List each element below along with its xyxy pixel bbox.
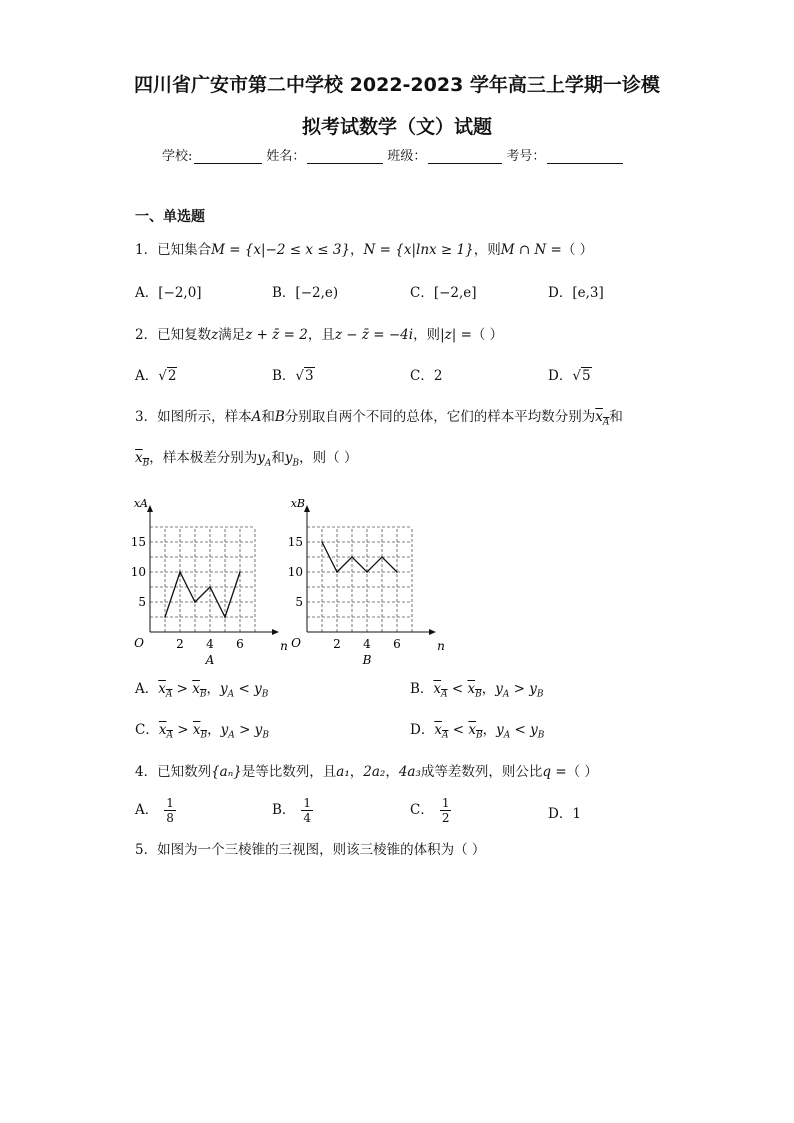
range-b bbox=[254, 722, 269, 741]
relation: > bbox=[177, 722, 189, 738]
option-label: D． bbox=[410, 722, 435, 738]
y-tick-label: 10 bbox=[287, 565, 303, 579]
option-label: D． bbox=[548, 285, 573, 301]
exam-no-blank[interactable] bbox=[547, 149, 623, 164]
var-y: y bbox=[530, 722, 538, 738]
var-y: y bbox=[254, 681, 262, 697]
data-point bbox=[164, 616, 166, 618]
y-tick-label: 5 bbox=[138, 595, 146, 609]
sub-a: A bbox=[264, 458, 272, 469]
relation: < bbox=[238, 681, 250, 697]
q1-stem-mid: ，则 bbox=[473, 242, 501, 258]
x-axis-label: n bbox=[280, 639, 288, 653]
mean-a bbox=[158, 722, 173, 741]
q3-mean-a bbox=[595, 409, 610, 428]
class-blank[interactable] bbox=[428, 149, 502, 164]
option-value: 2 bbox=[433, 368, 443, 384]
option-label: A． bbox=[135, 368, 159, 384]
x-tick-label: 2 bbox=[333, 637, 341, 651]
q2-option-b[interactable] bbox=[272, 364, 315, 384]
numerator: 1 bbox=[441, 796, 450, 810]
x-tick-label: 6 bbox=[393, 637, 401, 651]
sub-a: A bbox=[602, 417, 610, 428]
q2-stem-mid1: 满足 bbox=[218, 327, 246, 343]
option-value: [−2,e) bbox=[295, 285, 339, 301]
sqrt-expr: √3 bbox=[295, 368, 314, 384]
var-y: y bbox=[495, 681, 503, 697]
range-b bbox=[530, 722, 545, 741]
var-y: y bbox=[220, 722, 229, 738]
var-x: x bbox=[468, 722, 476, 738]
sub-b: B bbox=[200, 730, 208, 741]
option-value: 5 bbox=[581, 368, 591, 384]
sub-a: A bbox=[166, 730, 173, 741]
q4-option-d[interactable] bbox=[548, 802, 581, 822]
q4-option-b[interactable] bbox=[272, 796, 313, 825]
q1-stem-pre: 1．已知集合 bbox=[135, 242, 212, 258]
relation: > bbox=[513, 681, 525, 697]
data-point bbox=[224, 616, 226, 618]
q3-range-b bbox=[284, 450, 300, 469]
q4-comma2: ， bbox=[385, 764, 399, 780]
var-y: y bbox=[496, 722, 504, 738]
y-tick-label: 15 bbox=[287, 535, 303, 549]
q3-stem-mid: 分别取自两个不同的总体，它们的样本平均数分别为 bbox=[284, 409, 596, 425]
var-x: x bbox=[135, 450, 143, 466]
q1-option-b[interactable] bbox=[272, 281, 338, 301]
q2-eq1: z + z̄ = 2 bbox=[245, 327, 308, 343]
sqrt-expr: √5 bbox=[572, 368, 591, 384]
sub-b: B bbox=[292, 458, 300, 469]
chart-b bbox=[282, 480, 445, 667]
var-x: x bbox=[595, 409, 603, 425]
student-info-line bbox=[162, 145, 627, 164]
q2-stem-mid3: ，则 bbox=[413, 327, 441, 343]
var-y: y bbox=[257, 450, 265, 466]
q3-sample-b: B bbox=[274, 409, 285, 425]
q1-option-c[interactable] bbox=[410, 281, 477, 301]
y-tick-label: 5 bbox=[295, 595, 303, 609]
data-point bbox=[209, 586, 211, 588]
origin-label: O bbox=[291, 636, 301, 650]
q3-option-a[interactable]: A．$x_A > x_B$，$y_A < y_B$ bbox=[135, 681, 269, 700]
option-value: [−2,e] bbox=[433, 285, 477, 301]
option-value: 2 bbox=[167, 368, 177, 384]
q1-set-n: N = {x|lnx ≥ 1} bbox=[363, 242, 474, 258]
denominator: 8 bbox=[166, 811, 174, 825]
q4-term1: a₁ bbox=[336, 764, 350, 780]
option-label: B． bbox=[410, 681, 434, 697]
x-tick-label: 4 bbox=[206, 637, 214, 651]
chart-title: A bbox=[205, 653, 215, 667]
option-label: B． bbox=[272, 368, 296, 384]
var-x: x bbox=[192, 722, 201, 738]
question-2 bbox=[135, 323, 503, 343]
q4-ratio: q = bbox=[542, 764, 567, 780]
relation: < bbox=[451, 681, 464, 697]
q1-paren: （ ） bbox=[561, 242, 594, 258]
option-label: D． bbox=[548, 806, 573, 822]
q4-term3: 4a₃ bbox=[398, 764, 421, 780]
q2-stem-pre: 2．已知复数 bbox=[135, 327, 212, 343]
y-tick-label: 15 bbox=[130, 535, 146, 549]
school-blank[interactable] bbox=[194, 149, 262, 164]
denominator: 2 bbox=[441, 811, 450, 825]
mean-a bbox=[434, 722, 449, 741]
option-label: C． bbox=[410, 368, 434, 384]
name-blank[interactable] bbox=[307, 149, 383, 164]
range-a bbox=[220, 681, 235, 700]
q4-comma1: ， bbox=[349, 764, 364, 780]
data-point bbox=[381, 556, 383, 558]
question-3-line1 bbox=[135, 405, 623, 428]
sub-b: B bbox=[475, 730, 483, 741]
range-b bbox=[529, 681, 544, 700]
option-label: B． bbox=[272, 285, 296, 301]
data-point bbox=[239, 571, 241, 573]
fraction bbox=[164, 796, 176, 825]
var-y: y bbox=[254, 722, 263, 738]
q1-set-m: M = {x|−2 ≤ x ≤ 3} bbox=[211, 242, 351, 258]
x-tick-label: 4 bbox=[363, 637, 371, 651]
range-a bbox=[496, 722, 511, 741]
fraction bbox=[301, 796, 313, 825]
exam-no-label: 考号： bbox=[506, 149, 546, 164]
q1-sep: ， bbox=[350, 242, 364, 258]
range-a bbox=[495, 681, 510, 700]
data-point bbox=[194, 601, 196, 603]
q3-stem-mid2: ，样本极差分别为 bbox=[149, 450, 258, 466]
section-title: 一、单选题 bbox=[135, 209, 205, 225]
sub-a: A bbox=[441, 689, 448, 700]
q3-mean-b bbox=[135, 450, 150, 469]
denominator: 4 bbox=[303, 811, 312, 825]
mean-b bbox=[192, 681, 207, 700]
chart-a bbox=[125, 480, 288, 667]
option-label: C． bbox=[135, 722, 159, 738]
option-label: C． bbox=[410, 285, 434, 301]
relation: < bbox=[514, 722, 526, 738]
q4-option-a[interactable] bbox=[135, 796, 176, 825]
document-title-line1: 四川省广安市第二中学校 2022-2023 学年高三上学期一诊模 bbox=[134, 74, 660, 96]
q2-paren: （ ） bbox=[471, 327, 504, 343]
relation: < bbox=[452, 722, 465, 738]
option-value: 1 bbox=[572, 806, 581, 822]
mean-a bbox=[158, 681, 173, 700]
q3-and2: 和 bbox=[609, 409, 623, 425]
var-x: x bbox=[158, 681, 166, 697]
mean-b bbox=[192, 722, 208, 741]
q1-option-d[interactable] bbox=[548, 281, 604, 301]
q3-range-a bbox=[257, 450, 272, 469]
sub-a: A bbox=[502, 689, 510, 700]
q2-option-c[interactable] bbox=[410, 364, 442, 384]
q3-stem-pre: 3．如图所示，样本 bbox=[135, 409, 252, 425]
var-x: x bbox=[434, 722, 442, 738]
question-4 bbox=[135, 760, 598, 780]
x-axis-arrow bbox=[272, 629, 279, 635]
q4-stem-tail: 成等差数列，则公比 bbox=[420, 764, 543, 780]
question-5: 5．如图为一个三棱锥的三视图，则该三棱锥的体积为（ ） bbox=[135, 842, 486, 858]
name-label: 姓名： bbox=[266, 149, 306, 164]
q4-option-c[interactable] bbox=[410, 796, 451, 825]
q4-term2: 2a₂ bbox=[363, 764, 386, 780]
y-tick-label: 10 bbox=[130, 565, 146, 579]
sub-b: B bbox=[475, 689, 482, 700]
option-label: B． bbox=[272, 802, 296, 818]
q2-option-d[interactable] bbox=[548, 364, 592, 384]
mean-b bbox=[467, 681, 482, 700]
q1-option-a[interactable] bbox=[135, 281, 202, 301]
x-tick-label: 6 bbox=[236, 637, 244, 651]
q1-expr: M ∩ N = bbox=[500, 242, 562, 258]
q3-option-c[interactable]: C．$x_A > x_B$，$y_A > y_B$ bbox=[135, 722, 269, 741]
q2-option-a[interactable] bbox=[135, 364, 177, 384]
q4-stem-pre: 4．已知数列 bbox=[135, 764, 212, 780]
var-x: x bbox=[433, 681, 442, 697]
sub-a: A bbox=[503, 730, 511, 741]
option-label: A． bbox=[135, 285, 159, 301]
q4-stem-mid: 是等比数列，且 bbox=[241, 764, 337, 780]
sub-b: B bbox=[261, 689, 269, 700]
var-x: x bbox=[192, 681, 200, 697]
fraction bbox=[440, 796, 452, 825]
data-point bbox=[179, 571, 181, 573]
option-value: [e,3] bbox=[572, 285, 604, 301]
var-y: y bbox=[529, 681, 537, 697]
chart-title: B bbox=[362, 653, 372, 667]
var-y: y bbox=[220, 681, 228, 697]
q3-and3: 和 bbox=[271, 450, 285, 466]
option-label: C． bbox=[410, 802, 434, 818]
q4-sequence: {aₙ} bbox=[211, 764, 242, 780]
document-title-line2: 拟考试数学（文）试题 bbox=[301, 116, 492, 138]
origin-label: O bbox=[134, 636, 144, 650]
mean-b bbox=[468, 722, 483, 741]
series-line bbox=[165, 572, 240, 617]
x-axis-label: n bbox=[437, 639, 445, 653]
q3-paren: ，则（ ） bbox=[299, 450, 358, 466]
option-value: 3 bbox=[305, 368, 314, 384]
y-axis-label: xA bbox=[133, 497, 148, 510]
option-label: D． bbox=[548, 368, 573, 384]
q3-option-b[interactable]: B．$x_A < x_B$，$y_A > y_B$ bbox=[410, 681, 544, 700]
y-axis-label: xB bbox=[290, 497, 305, 510]
option-label: A． bbox=[135, 802, 159, 818]
data-point bbox=[366, 571, 368, 573]
var-y: y bbox=[284, 450, 293, 466]
relation: > bbox=[239, 722, 251, 738]
sub-a: A bbox=[165, 689, 173, 700]
x-axis-arrow bbox=[429, 629, 436, 635]
q4-paren: （ ） bbox=[566, 764, 598, 780]
class-label: 班级： bbox=[387, 149, 427, 164]
sub-a: A bbox=[441, 730, 449, 741]
data-point bbox=[321, 541, 323, 543]
q3-and: 和 bbox=[261, 409, 275, 425]
q3-option-d[interactable]: D．$x_A < x_B$，$y_A < y_B$ bbox=[410, 722, 545, 741]
q2-stem-mid2: ，且 bbox=[307, 327, 335, 343]
data-point bbox=[396, 571, 398, 573]
data-point bbox=[336, 571, 338, 573]
option-value: [−2,0] bbox=[158, 285, 202, 301]
sub-b: B bbox=[199, 689, 207, 700]
q2-var-z: z bbox=[211, 327, 219, 343]
sub-b: B bbox=[142, 458, 150, 469]
q2-eq3: |z| = bbox=[440, 327, 472, 343]
sub-b: B bbox=[262, 730, 269, 741]
sub-b: B bbox=[536, 689, 544, 700]
sub-a: A bbox=[228, 730, 235, 741]
var-x: x bbox=[467, 681, 476, 697]
q3-sample-a: A bbox=[251, 409, 262, 425]
numerator: 1 bbox=[303, 796, 312, 810]
question-3-line2 bbox=[135, 446, 357, 469]
sub-b: B bbox=[537, 730, 545, 741]
mean-a bbox=[433, 681, 448, 700]
sub-a: A bbox=[227, 689, 235, 700]
q2-eq2: z − z̄ = −4i bbox=[334, 327, 414, 343]
x-tick-label: 2 bbox=[176, 637, 184, 651]
numerator: 1 bbox=[166, 796, 174, 810]
relation: > bbox=[176, 681, 188, 697]
range-a bbox=[220, 722, 235, 741]
question-1 bbox=[135, 238, 593, 258]
var-x: x bbox=[158, 722, 167, 738]
data-point bbox=[351, 556, 353, 558]
option-label: A． bbox=[135, 681, 159, 697]
range-b bbox=[254, 681, 269, 700]
sqrt-expr: √2 bbox=[158, 368, 177, 384]
school-label: 学校: bbox=[162, 149, 193, 164]
